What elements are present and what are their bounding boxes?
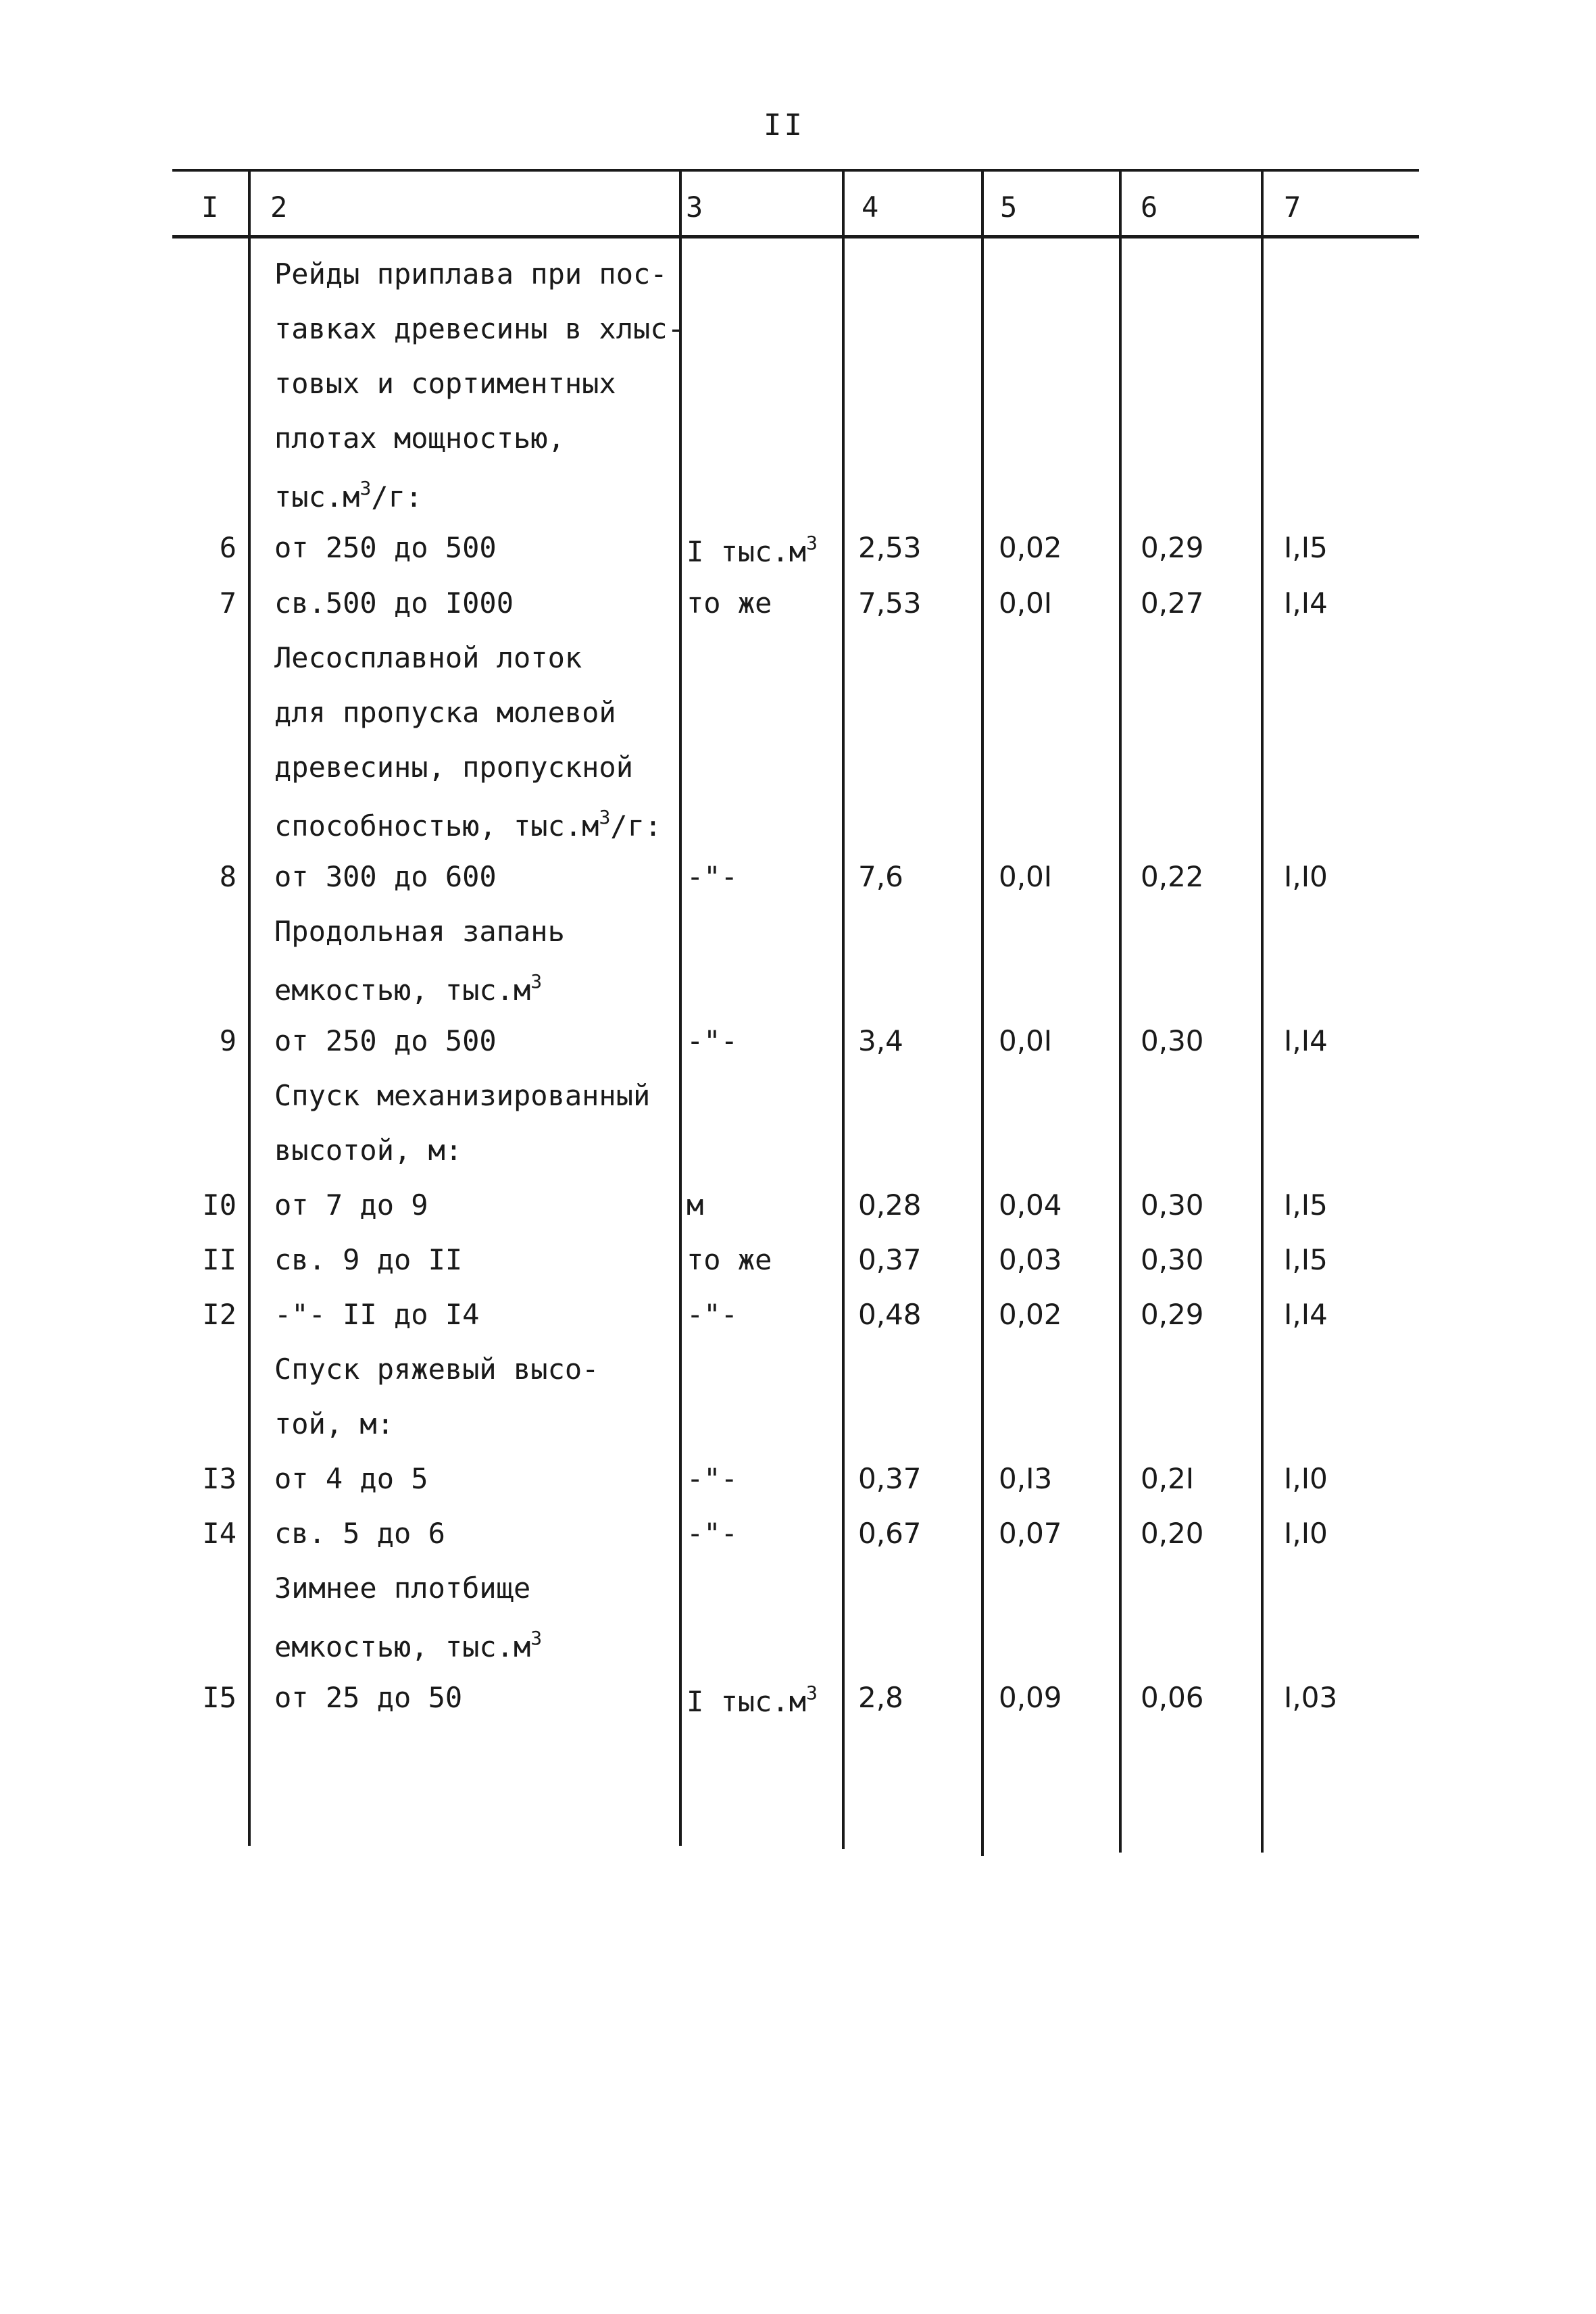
description: способностью, $тыс.м^3/г$: <box>274 806 662 842</box>
row-number: I5 <box>202 1681 236 1714</box>
column-header-1: I <box>201 191 219 224</box>
value-col7: I,I5 <box>1284 531 1328 564</box>
value-col7: I,I4 <box>1284 1298 1328 1331</box>
description: высотой, м: <box>274 1134 463 1167</box>
value-col5: 0,04 <box>999 1188 1062 1222</box>
table-header-rule <box>172 235 1419 238</box>
page-number: II <box>764 108 805 143</box>
row-number: 6 <box>219 531 236 564</box>
description: от 4 до 5 <box>274 1462 428 1495</box>
description: той, м: <box>274 1407 395 1440</box>
description: для пропуска молевой <box>274 696 616 729</box>
unit: -"- <box>687 1024 738 1057</box>
value-col4: 2,8 <box>858 1681 903 1714</box>
description: св. 9 до II <box>274 1243 463 1276</box>
value-col6: 0,30 <box>1141 1188 1204 1222</box>
value-col6: 0,06 <box>1141 1681 1204 1714</box>
value-col7: I,I4 <box>1284 1024 1328 1057</box>
value-col4: 0,37 <box>858 1462 922 1495</box>
value-col6: 0,30 <box>1141 1024 1204 1057</box>
value-col5: 0,0I <box>999 586 1053 620</box>
row-number: 9 <box>219 1024 236 1057</box>
value-col5: 0,03 <box>999 1243 1062 1276</box>
value-col4: 0,37 <box>858 1243 922 1276</box>
description: от 7 до 9 <box>274 1188 428 1222</box>
column-divider-1 <box>248 170 251 1846</box>
value-col5: 0,I3 <box>999 1462 1053 1495</box>
description: плотах мощностью, <box>274 422 565 455</box>
description: товых и сортиментных <box>274 367 616 400</box>
description: $тыс.м^3/г$: <box>274 477 423 513</box>
value-col7: I,I0 <box>1284 860 1328 893</box>
value-col5: 0,07 <box>999 1517 1062 1550</box>
description: древесины, пропускной <box>274 751 634 784</box>
value-col5: 0,02 <box>999 1298 1062 1331</box>
column-header-7: 7 <box>1284 191 1301 224</box>
row-number: I0 <box>202 1188 236 1222</box>
column-divider-2 <box>679 170 682 1846</box>
value-col4: 0,67 <box>858 1517 922 1550</box>
value-col6: 0,2I <box>1141 1462 1195 1495</box>
table-top-rule <box>172 169 1419 172</box>
value-col6: 0,30 <box>1141 1243 1204 1276</box>
row-number: II <box>202 1243 236 1276</box>
description: св. 5 до 6 <box>274 1517 445 1550</box>
description: от 300 до 600 <box>274 860 497 893</box>
unit: -"- <box>687 1462 738 1495</box>
value-col7: I,I0 <box>1284 1462 1328 1495</box>
unit: I $тыс.м^3$ <box>687 1682 818 1718</box>
column-header-6: 6 <box>1141 191 1158 224</box>
description: Спуск ряжевый высо- <box>274 1353 599 1386</box>
column-divider-6 <box>1261 170 1264 1853</box>
value-col4: 0,48 <box>858 1298 922 1331</box>
unit: I $тыс.м^3$ <box>687 532 818 568</box>
row-number: I3 <box>202 1462 236 1495</box>
value-col6: 0,27 <box>1141 586 1204 620</box>
row-number: I2 <box>202 1298 236 1331</box>
value-col7: I,I5 <box>1284 1188 1328 1222</box>
unit: то же <box>687 1243 772 1276</box>
unit: то же <box>687 586 772 620</box>
row-number: 8 <box>219 860 236 893</box>
value-col7: I,03 <box>1284 1681 1338 1714</box>
description: Лесосплавной лоток <box>274 641 582 674</box>
description: тавках древесины в хлыс- <box>274 312 684 345</box>
value-col7: I,I4 <box>1284 586 1328 620</box>
row-number: 7 <box>219 586 236 620</box>
value-col6: 0,29 <box>1141 1298 1204 1331</box>
column-header-4: 4 <box>862 191 879 224</box>
value-col4: 7,53 <box>858 586 922 620</box>
unit: -"- <box>687 860 738 893</box>
description: -"- II до I4 <box>274 1298 480 1331</box>
unit: -"- <box>687 1298 738 1331</box>
value-col4: 2,53 <box>858 531 922 564</box>
value-col4: 3,4 <box>858 1024 903 1057</box>
column-header-3: 3 <box>686 191 703 224</box>
unit: -"- <box>687 1517 738 1550</box>
unit: м <box>687 1188 704 1222</box>
value-col6: 0,22 <box>1141 860 1204 893</box>
description: Зимнее плотбище <box>274 1571 531 1605</box>
row-number: I4 <box>202 1517 236 1550</box>
value-col4: 0,28 <box>858 1188 922 1222</box>
value-col5: 0,0I <box>999 1024 1053 1057</box>
description: св.500 до I000 <box>274 586 514 620</box>
description: от 250 до 500 <box>274 531 497 564</box>
description: емкостью, $тыс.м^3$ <box>274 970 543 1007</box>
value-col5: 0,0I <box>999 860 1053 893</box>
description: емкостью, $тыс.м^3$ <box>274 1627 543 1663</box>
value-col6: 0,29 <box>1141 531 1204 564</box>
value-col5: 0,09 <box>999 1681 1062 1714</box>
value-col7: I,I5 <box>1284 1243 1328 1276</box>
description: от 250 до 500 <box>274 1024 497 1057</box>
column-divider-5 <box>1119 170 1122 1853</box>
column-divider-4 <box>981 170 984 1856</box>
value-col4: 7,6 <box>858 860 903 893</box>
column-header-2: 2 <box>270 191 288 224</box>
description: Спуск механизированный <box>274 1079 651 1112</box>
description: от 25 до 50 <box>274 1681 463 1714</box>
description: Рейды приплава при пос- <box>274 257 668 291</box>
column-divider-3 <box>842 170 845 1849</box>
value-col5: 0,02 <box>999 531 1062 564</box>
value-col7: I,I0 <box>1284 1517 1328 1550</box>
column-header-5: 5 <box>1000 191 1018 224</box>
description: Продольная запань <box>274 915 565 948</box>
value-col6: 0,20 <box>1141 1517 1204 1550</box>
